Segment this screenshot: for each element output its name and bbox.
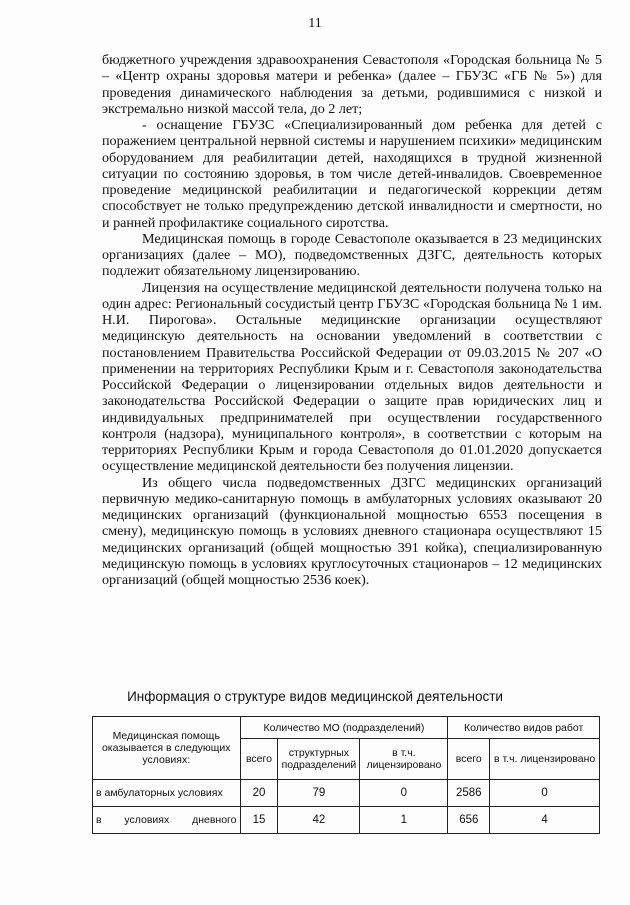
subheader-total-mo: всего <box>240 739 278 780</box>
row-structural: 79 <box>278 780 360 807</box>
row-licensed-works: 4 <box>490 807 600 834</box>
paragraph-3: Медицинская помощь в городе Севастополе оказывается в 23 медицинских организациях (далее – МО), подведомственных ДЗГС, деятельность которых подлежит обязательному лицензированию. <box>102 230 602 280</box>
row-condition: в амбулаторных условиях <box>93 780 241 807</box>
header-mo-count: Количество МО (подразделений) <box>240 717 448 739</box>
table-header-row <box>93 717 600 739</box>
table-row <box>93 807 600 834</box>
row-licensed-mo: 1 <box>360 807 448 834</box>
row-structural: 42 <box>278 807 360 834</box>
header-conditions: Медицинская помощь оказывается в следующих условиях: <box>93 717 241 780</box>
row-total-works: 2586 <box>448 780 490 807</box>
structure-table <box>92 716 600 834</box>
table-title: Информация о структуре видов медицинской деятельности <box>127 689 503 704</box>
paragraph-1: бюджетного учреждения здравоохранения Севастополя «Городская больница № 5 – «Центр охраны здоровья матери и ребенка» (далее – ГБУЗС «ГБ № 5») для проведения динамического наблюдения за детьми, родившимися с низкой и экстремально низкой массой тела, до 2 лет; <box>102 52 602 117</box>
page-number: 11 <box>308 16 322 31</box>
row-licensed-mo: 0 <box>360 780 448 807</box>
row-total-works: 656 <box>448 807 490 834</box>
row-total-mo: 20 <box>240 780 278 807</box>
header-works-count: Количество видов работ <box>448 717 600 739</box>
subheader-structural: структурных подразделений <box>278 739 360 780</box>
subheader-total-works: всего <box>448 739 490 780</box>
subheader-licensed-mo: в т.ч. лицензировано <box>360 739 448 780</box>
row-condition-word: в <box>96 814 102 826</box>
row-condition <box>93 807 241 834</box>
row-total-mo: 15 <box>240 807 278 834</box>
table-row <box>93 780 600 807</box>
paragraph-2: - оснащение ГБУЗС «Специализированный дом ребенка для детей с поражением центральной нервной системы и нарушением психики» медицинским оборудованием для реабилитации детей, находящихся в трудной жизненной ситуации по состоянию здоровья, в том числе детей-инвалидов. Своевременное проведение медицинской реабилитации и педагогической коррекции детям способствует не только предупреждению детской инвалидности и смертности, но и ранней профилактике социального сиротства. <box>102 117 602 231</box>
row-licensed-works: 0 <box>490 780 600 807</box>
paragraph-5: Из общего числа подведомственных ДЗГС медицинских организаций первичную медико-санитарную помощь в амбулаторных условиях оказывают 20 медицинских организаций (функциональной мощностью 6553 посещения в смену), медицинскую помощь в условиях дневного стационара осуществляют 15 медицинских организаций (общей мощностью 391 койка), специализированную медицинскую помощь в условиях круглосуточных стационаров – 12 медицинских организаций (общей мощностью 2536 коек). <box>102 474 602 588</box>
row-condition-word: условиях <box>124 814 170 826</box>
paragraph-4: Лицензия на осуществление медицинской деятельности получена только на один адрес: Региональный сосудистый центр ГБУЗС «Городская больница № 1 им. Н.И. Пирогова». Остальные медицинские организации осуществляют медицинскую деятельность на основании уведомлений в соответствии с постановлением Правительства Российской Федерации от 09.03.2015 № 207 «О применении на территориях Республики Крым и г. Севастополя законодательства Российской Федерации о лицензировании отдельных видов деятельности и законодательства Российской Федерации о защите прав юридических лиц и индивидуальных предпринимателей при осуществлении государственного контроля (надзора), муниципального контроля», в соответствии с которым на территориях Республики Крым и города Севастополя до 01.01.2020 допускается осуществление медицинской деятельности без получения лицензии. <box>102 279 602 475</box>
body-text <box>102 52 602 588</box>
subheader-licensed-works: в т.ч. лицензировано <box>490 739 600 780</box>
row-condition-word: дневного <box>192 814 237 826</box>
